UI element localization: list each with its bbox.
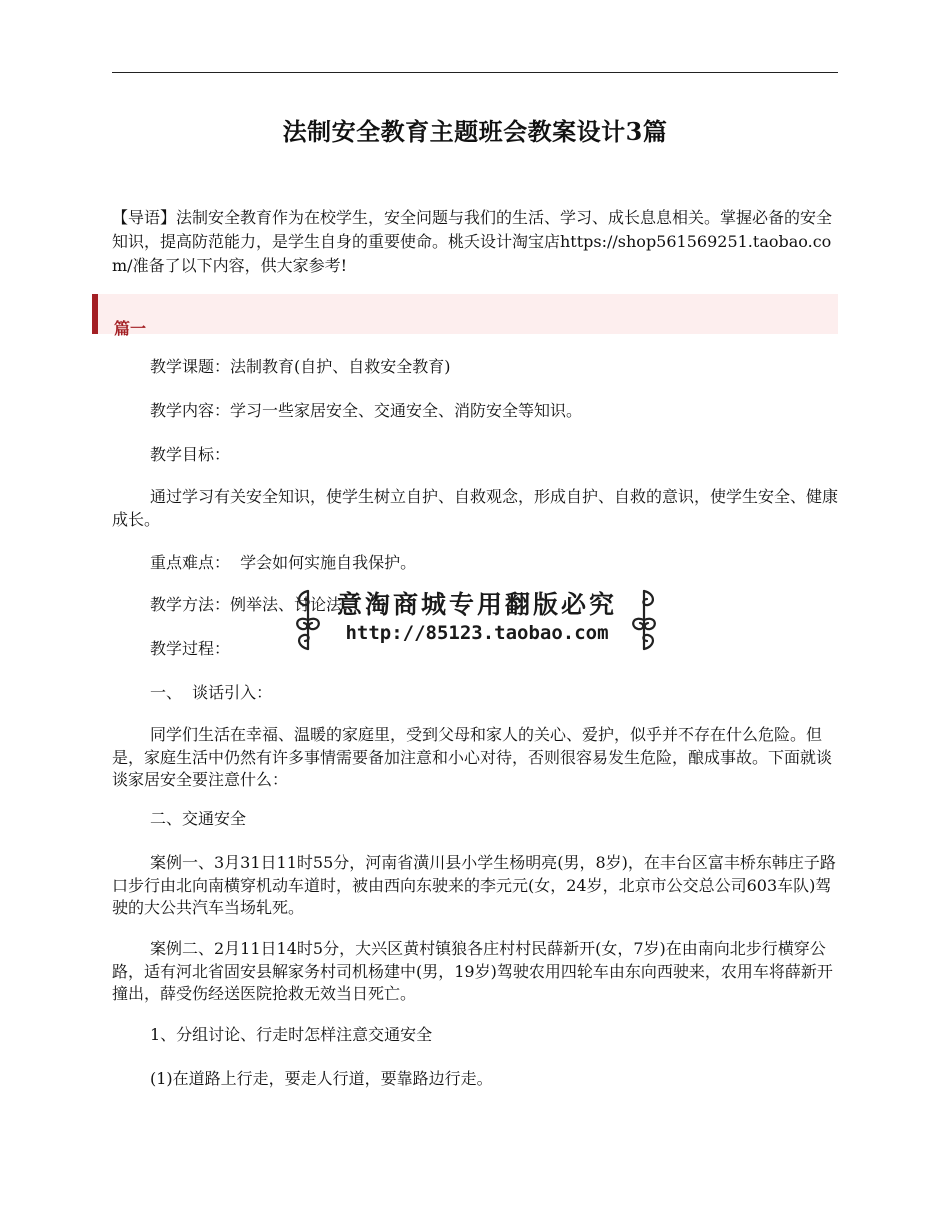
paragraph-case-one: 案例一、3月31日11时55分，河南省潢川县小学生杨明亮(男，8岁)，在丰台区富丰桥东韩庄子路口步行由北向南横穿机动车道时，被由西向东驶来的李元元(女，24岁，北京市公交总公司603车队)驾驶的大公共汽车当场轧死。 — [112, 853, 836, 917]
paragraph-traffic-heading: 二、交通安全 — [150, 809, 247, 828]
section-header-bar — [92, 294, 838, 334]
left-ornament-icon — [290, 587, 326, 653]
document-title: 法制安全教育主题班会教案设计3篇 — [282, 117, 668, 146]
watermark-text: 意淘商城专用翻版必究 — [336, 590, 617, 619]
paragraph-key-points: 重点难点： 学会如何实施自我保护。 — [150, 553, 417, 572]
paragraph-discussion: 1、分组讨论、行走时怎样注意交通安全 — [150, 1025, 433, 1044]
watermark-url: http://85123.taobao.com — [345, 622, 609, 644]
paragraph-lesson-content: 教学内容：学习一些家居安全、交通安全、消防安全等知识。 — [150, 401, 583, 420]
watermark-stamp — [290, 583, 662, 657]
intro-paragraph: 【导语】法制安全教育作为在校学生，安全问题与我们的生活、学习、成长息息相关。掌握必备的安全知识，提高防范能力，是学生自身的重要使命。桃夭设计淘宝店https://shop561569251.taobao.com/准备了以下内容，供大家参考! — [112, 208, 833, 275]
paragraph-case-two: 案例二、2月11日14时5分，大兴区黄村镇狼各庄村村民薛新开(女，7岁)在由南向北步行横穿公路，适有河北省固安县解家务村司机杨建中(男，19岁)驾驶农用四轮车由东向西驶来，农用车将薛新开撞出，薛受伤经送医院抢救无效当日死亡。 — [112, 939, 833, 1003]
section-accent-stripe — [92, 294, 98, 334]
paragraph-lesson-goal: 通过学习有关安全知识，使学生树立自护、自救观念，形成自护、自救的意识，使学生安全、健康成长。 — [112, 487, 839, 529]
paragraph-method: 教学方法：例举法、讨论法 — [150, 595, 343, 614]
top-divider — [112, 72, 838, 73]
paragraph-family-safety: 同学们生活在幸福、温暖的家庭里，受到父母和家人的关心、爱护，似乎并不存在什么危险。但是，家庭生活中仍然有许多事情需要备加注意和小心对待，否则很容易发生危险，酿成事故。下面就谈谈家居安全要注意什么： — [112, 725, 833, 789]
paragraph-process-label: 教学过程： — [150, 639, 231, 658]
right-ornament-icon — [626, 587, 662, 653]
paragraph-lesson-topic: 教学课题：法制教育(自护、自救安全教育) — [150, 357, 451, 376]
paragraph-rule-one: (1)在道路上行走，要走人行道，要靠路边行走。 — [150, 1069, 493, 1088]
section-title: 篇一 — [114, 319, 147, 338]
paragraph-lesson-goal-label: 教学目标： — [150, 445, 231, 464]
paragraph-intro-talk: 一、 谈话引入： — [150, 683, 273, 702]
